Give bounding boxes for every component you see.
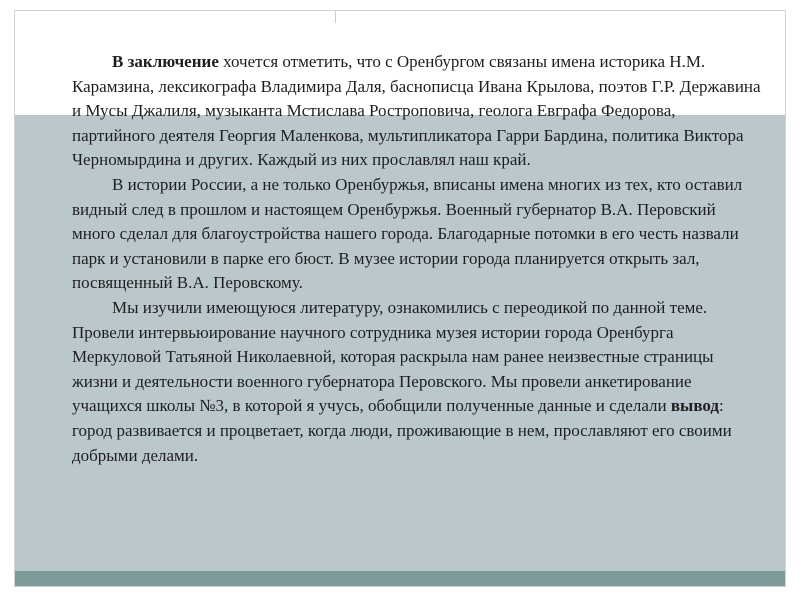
- history-text: В истории России, а не только Оренбуржья, вписаны имена многих из тех, кто оставил видный след в прошлом и настоящем Оренбуржья. Военный губернатор В.А. Перовский много сделал для благоустройства нашего города. Благодарные потомки в его честь назвали парк и установили в парке его бюст. В музее истории города планируется открыть зал, посвященный В.А. Перовскому.: [72, 174, 743, 293]
- conclusion-text: хочется отметить, что с Оренбургом связаны имена историка Н.М. Карамзина, лексикографа Владимира Даля, баснописца Ивана Крылова, поэтов Г.Р. Державина и Мусы Джалиля, музыканта Мстислава Ростроповича, геолога Евграфа Федорова, партийного деятеля Георгия Маленкова, мультипликатора Гарри Бардина, политика Виктора Черномырдина и других. Каждый из них прославлял наш край.: [72, 52, 761, 170]
- research-bold-word: вывод: [670, 396, 719, 416]
- research-text-before: Мы изучили имеющуюся литературу, ознакомились с переодикой по данной теме. Провели интервьюирование научного сотрудника музея истории города Оренбурга Меркуловой Татьяной Николаевной, которая раскрыла нам ранее неизвестные страницы жизни и деятельности военного губернатора Перовского. Мы провели анкетирование учащихся школы №3, в которой я учусь, обобщили полученные данные и сделали: [72, 297, 714, 416]
- paragraph-research: [72, 296, 762, 468]
- research-text-after: : город развивается и процветает, когда люди, проживающие в нем, прославляют его своими добрыми делами.: [72, 396, 732, 465]
- paragraph-history: [72, 173, 762, 296]
- bottom-band: [15, 571, 785, 587]
- decorative-line: [335, 11, 336, 23]
- slide-text: [72, 50, 762, 468]
- conclusion-lead: В заключение: [112, 52, 219, 71]
- paragraph-conclusion: [72, 50, 762, 173]
